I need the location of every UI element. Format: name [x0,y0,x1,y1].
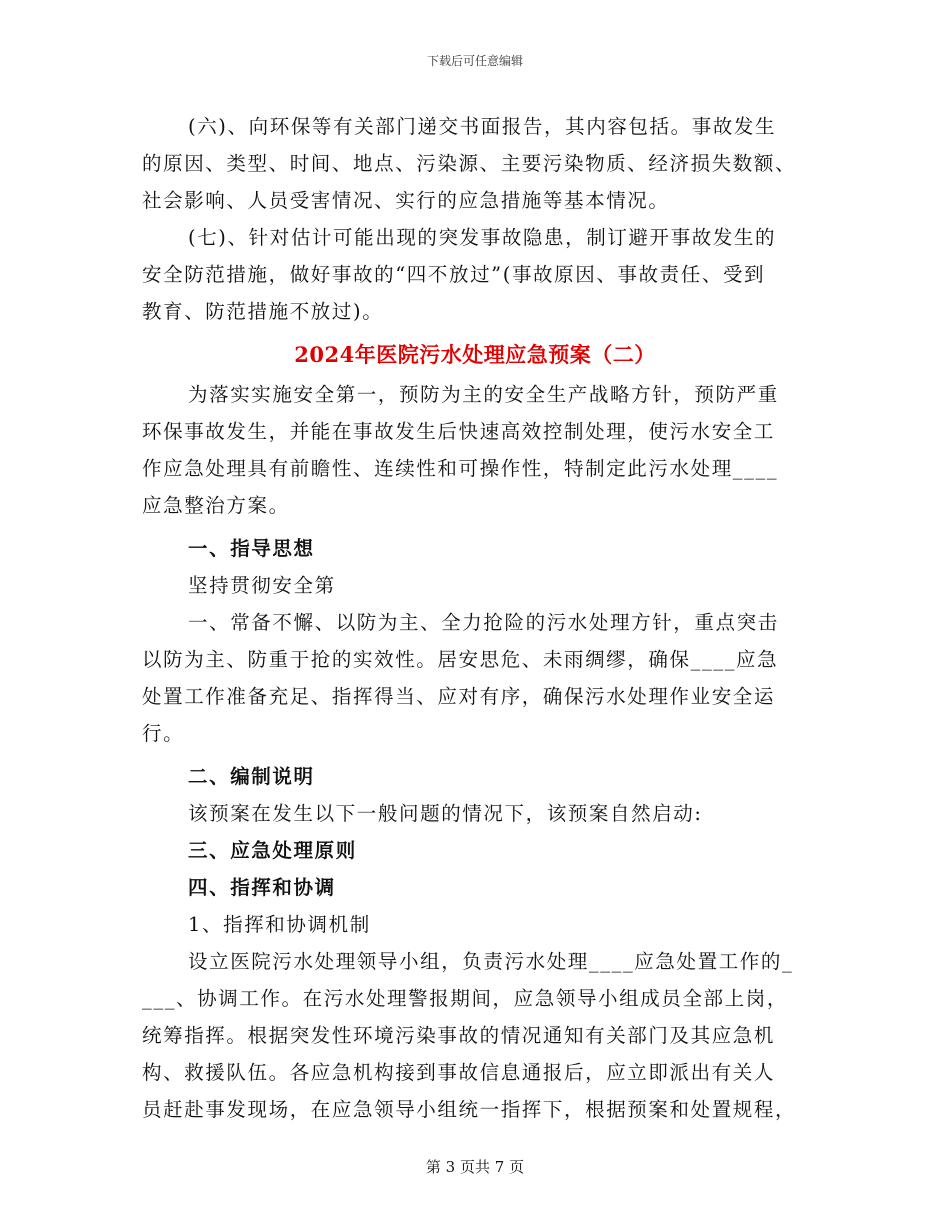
section-heading: 一、指导思想 [188,537,315,560]
subsection-heading: 1、指挥和协调机制 [188,913,371,936]
paragraph-line: 安全防范措施，做好事故的“四不放过”(事故原因、事故责任、受到 [142,263,766,286]
paragraph-line: 员赶赴事发现场，在应急领导小组统一指挥下，根据预案和处置规程， [142,1098,797,1121]
paragraph-line: 以防为主、防重于抢的实效性。居安思危、未雨绸缪，确保____应急 [142,648,779,671]
paragraph-line: (六)、向环保等有关部门递交书面报告，其内容包括。事故发生 [188,115,777,138]
paragraph-line: 设立医院污水处理领导小组，负责污水处理____应急处置工作的_ [188,950,794,973]
document-body [142,108,808,1128]
paragraph-line: 构、救援队伍。各应急机构接到事故信息通报后，应立即派出有关人 [142,1061,776,1084]
paragraph-line: 一、常备不懈、以防为主、全力抢险的污水处理方针，重点突击 [188,611,779,634]
paragraph-line: 社会影响、人员受害情况、实行的应急措施等基本情况。 [142,189,670,212]
paragraph-line: (七)、针对估计可能出现的突发事故隐患，制订避开事故发生的 [188,226,777,249]
section-heading: 三、应急处理原则 [188,839,357,862]
paragraph-line: 环保事故发生，并能在事故发生后快速高效控制处理，使污水安全工 [142,420,776,443]
paragraph-line: 该预案在发生以下一般问题的情况下，该预案自然启动: [188,802,703,825]
section-heading: 四、指挥和协调 [188,876,336,899]
paragraph-line: ___、协调工作。在污水处理警报期间，应急领导小组成员全部上岗， [142,987,788,1010]
paragraph-line: 应急整治方案。 [142,494,290,517]
paragraph-line: 为落实实施安全第一，预防为主的安全生产战略方针，预防严重 [188,383,779,406]
paragraph-line: 行。 [142,722,185,745]
paragraph-line: 的原因、类型、时间、地点、污染源、主要污染物质、经济损失数额、 [142,152,797,175]
section-heading: 二、编制说明 [188,765,315,788]
page-header: 下载后可任意编辑 [426,54,523,68]
paragraph-line: 统筹指挥。根据突发性环境污染事故的情况通知有关部门及其应急机 [142,1024,776,1047]
document-title: 2024年医院污水处理应急预案（二） [294,342,656,367]
paragraph-line: 处置工作准备充足、指挥得当、应对有序，确保污水处理作业安全运 [142,685,776,708]
paragraph-line: 坚持贯彻安全第 [188,574,336,597]
paragraph-line: 作应急处理具有前瞻性、连续性和可操作性，特制定此污水处理____ [142,457,779,480]
paragraph-line: 教育、防范措施不放过)。 [142,300,384,323]
page-footer: 第 3 页共 7 页 [425,1158,525,1176]
